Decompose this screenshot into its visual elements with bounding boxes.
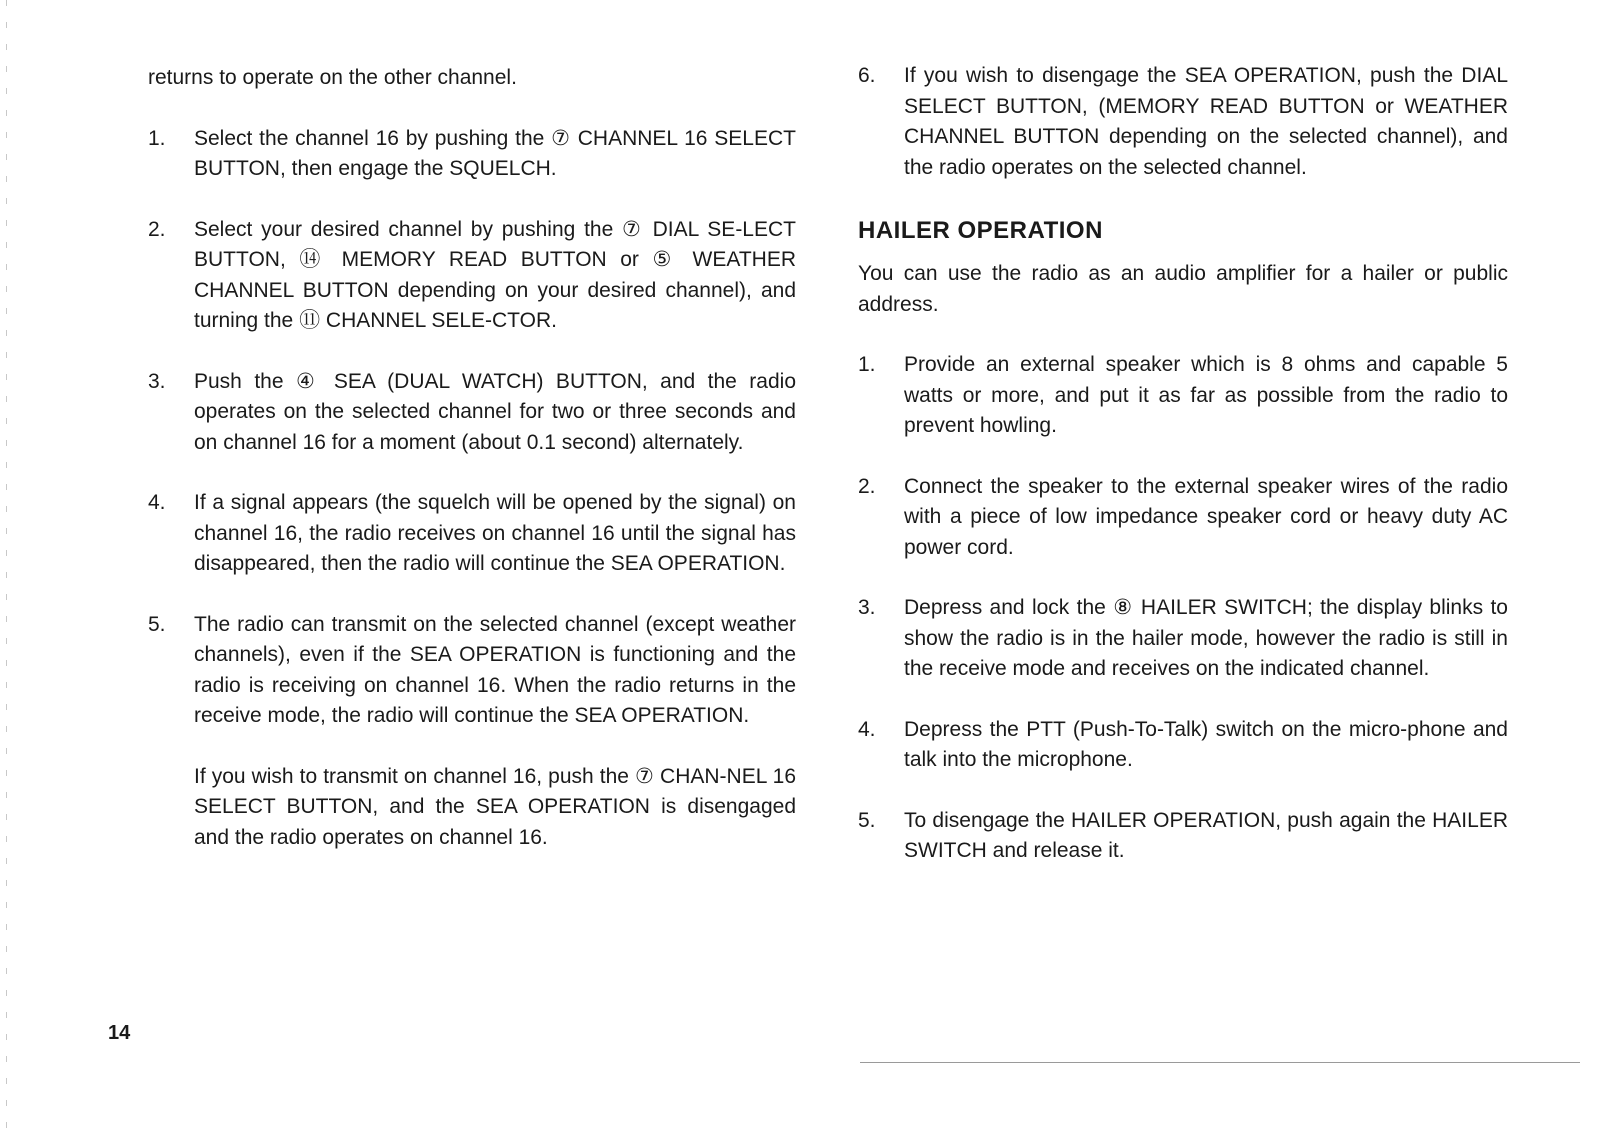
list-item: [148, 124, 796, 185]
item-number: 3.: [858, 596, 876, 619]
item-text: Select your desired channel by pushing the ⑦ DIAL SE-LECT BUTTON, ⑭ MEMORY READ BUTTON or ⑤ WEATHER CHANNEL BUTTON depending on your desired channel), and turning the ⑪ CHANNEL SELE-CTOR.: [194, 217, 796, 332]
bottom-rule: [860, 1062, 1580, 1063]
section-intro: You can use the radio as an audio amplifier for a hailer or public address.: [858, 262, 1508, 316]
list-item: [858, 61, 1508, 183]
item-number: 5.: [148, 612, 166, 636]
item-number: 6.: [858, 64, 876, 87]
item-text: If you wish to disengage the SEA OPERATION, push the DIAL SELECT BUTTON, (MEMORY READ BUTTON or WEATHER CHANNEL BUTTON depending on the selected channel), and the radio operates on the selected channel.: [904, 64, 1508, 179]
right-column: [858, 61, 1508, 897]
item-text: Select the channel 16 by pushing the ⑦ CHANNEL 16 SELECT BUTTON, then engage the SQUELCH.: [194, 126, 796, 180]
item-number: 3.: [148, 369, 166, 393]
item-number: 1.: [858, 353, 876, 376]
item-number: 1.: [148, 126, 166, 150]
item-number: 2.: [858, 474, 876, 498]
item-text: The radio can transmit on the selected channel (except weather channels), even if the SEA OPERATION is functioning and the radio is receiving on channel 16. When the radio returns in the receive mode, the radio will continue the SEA OPERATION.: [194, 612, 796, 727]
item-text: To disengage the HAILER OPERATION, push again the HAILER SWITCH and release it.: [904, 808, 1508, 862]
list-item: [858, 715, 1508, 776]
item-text: Depress the PTT (Push-To-Talk) switch on the micro-phone and talk into the microphone.: [904, 717, 1508, 771]
item-number: 4.: [148, 491, 166, 514]
item-number: 4.: [858, 717, 876, 741]
list-item: [148, 610, 796, 732]
item-text: Connect the speaker to the external speaker wires of the radio with a piece of low impedance speaker cord or heavy duty AC power cord.: [904, 474, 1508, 559]
item-text: Depress and lock the ⑧ HAILER SWITCH; the display blinks to show the radio is in the hailer mode, however the radio is still in the receive mode and receives on the indicated channel.: [904, 596, 1508, 680]
section-heading: HAILER OPERATION: [858, 217, 1103, 244]
binding-edge-marks: [6, 0, 7, 1139]
list-item: [858, 593, 1508, 685]
item-text: Provide an external speaker which is 8 ohms and capable 5 watts or more, and put it as far as possible from the radio to prevent howling.: [904, 353, 1508, 437]
item-text: If a signal appears (the squelch will be opened by the signal) on channel 16, the radio receives on channel 16 until the signal has disappeared, then the radio will continue the SEA OPERATION.: [194, 491, 796, 575]
list-item: [148, 367, 796, 459]
list-item: [148, 488, 796, 580]
page-number: 14: [108, 1022, 131, 1044]
list-item: [858, 350, 1508, 442]
item-text: Push the ④ SEA (DUAL WATCH) BUTTON, and the radio operates on the selected channel for two or three seconds and on channel 16 for a moment (about 0.1 second) alternately.: [194, 369, 796, 454]
list-item: [858, 806, 1508, 867]
transmit-note: If you wish to transmit on channel 16, push the ⑦ CHAN-NEL 16 SELECT BUTTON, and the SEA OPERATION is disengaged and the radio operates on channel 16.: [194, 764, 796, 849]
left-column: [148, 63, 796, 853]
continuation-text: returns to operate on the other channel.: [148, 66, 517, 89]
list-item: [148, 215, 796, 337]
item-number: 2.: [148, 217, 166, 241]
item-number: 5.: [858, 808, 876, 832]
list-item: [858, 472, 1508, 564]
